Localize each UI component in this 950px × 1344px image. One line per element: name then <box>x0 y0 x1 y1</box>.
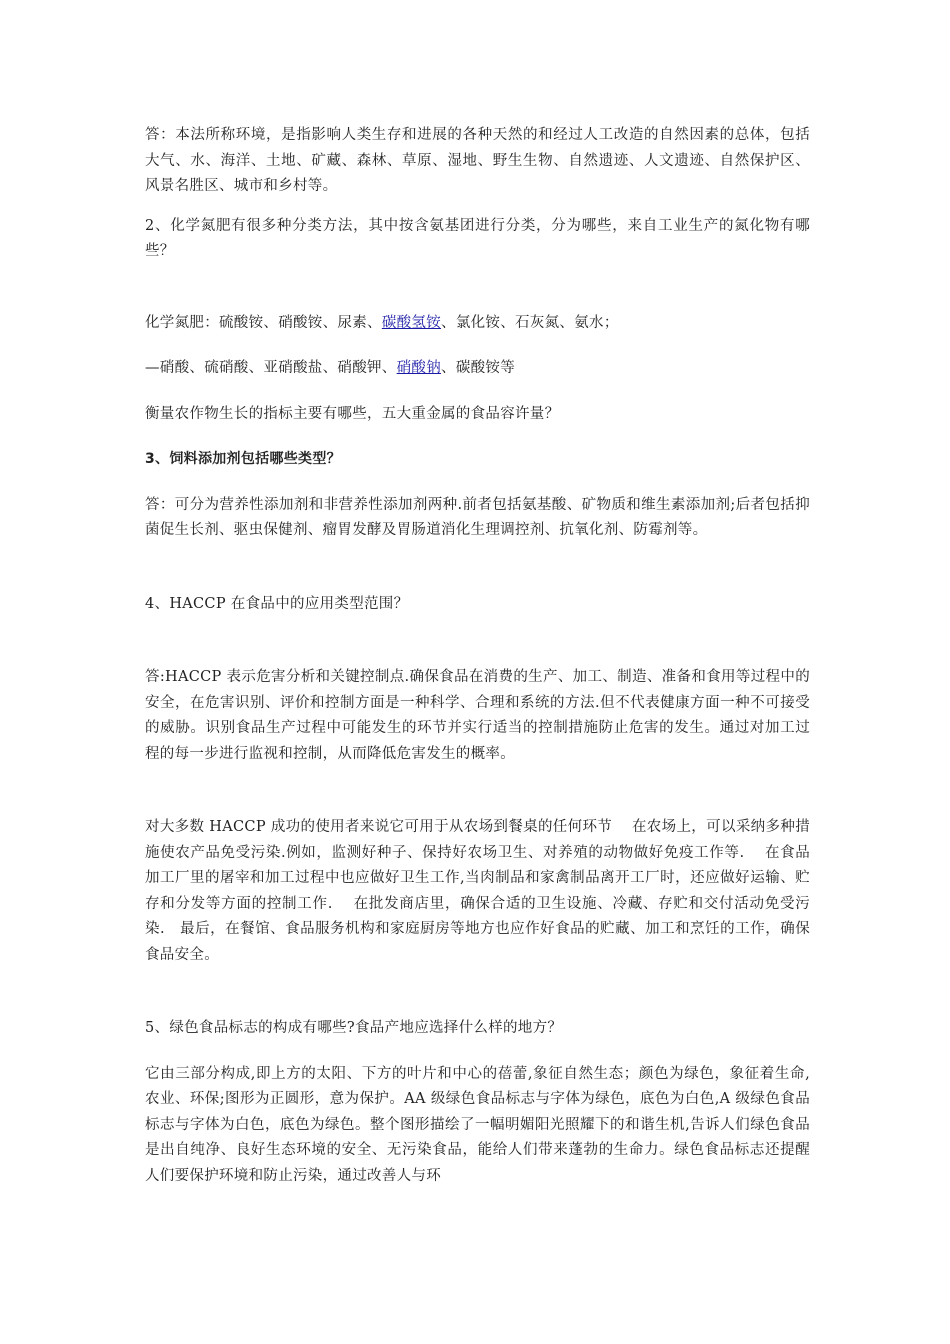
link-sodium-nitrate[interactable]: 硝酸钠 <box>396 360 442 376</box>
measure-question: 衡量农作物生长的指标主要有哪些，五大重金属的食品容许量？ <box>145 405 560 422</box>
question-5: 5、绿色食品标志的构成有哪些?食品产地应选择什么样的地方？ <box>145 1020 563 1036</box>
answer-4-continued: 对大多数 HACCP 成功的使用者来说它可用于从农场到餐桌的任何环节 在农场上，可以采纳多种措施使农产品免受污染.例如，监测好种子、保持好农场卫生、对养殖的动物做好免疫工作等. 在食品加工厂里的屠宰和加工过程中也应做好卫生工作,当肉制品和家禽制品离开工厂时，还应做好运输、贮存和分发等方面的控制工作. 在批发商店里，确保合适的卫生设施、冷藏、存贮和交付活动免受污染. 最后，在餐馆、食品服务机构和家庭厨房等地方也应作好食品的贮藏、加工和烹饪的工作，确保食品安全。 <box>145 819 810 963</box>
link-ammonium-bicarbonate[interactable]: 碳酸氢铵 <box>381 314 442 331</box>
answer-4: 答:HACCP 表示危害分析和关键控制点.确保食品在消费的生产、加工、制造、准备和食用等过程中的安全，在危害识别、评价和控制方面是一种科学、合理和系统的方法.但不代表健康方面一种不可接受的威胁。识别食品生产过程中可能发生的环节并实行适当的控制措施防止危害的发生。通过对加工过程的每一步进行监视和控制，从而降低危害发生的概率。 <box>145 669 810 762</box>
nitrate-list-suffix: 、碳酸铵等 <box>441 360 516 376</box>
question-4: 4、HACCP 在食品中的应用类型范围？ <box>145 595 409 612</box>
answer-5: 它由三部分构成,即上方的太阳、下方的叶片和中心的蓓蕾,象征自然生态；颜色为绿色，象征着生命,农业、环保;图形为正圆形，意为保护。AA 级绿色食品标志与字体为绿色，底色为白色,A 级绿色食品标志与字体为白色，底色为绿色。整个图形描绘了一幅明媚阳光照耀下的和谐生机,告诉人们绿色食品是出自纯净、良好生态环境的安全、无污染食品，能给人们带来蓬勃的生命力。绿色食品标志还提醒人们要保护环境和防止污染，通过改善人与环 <box>145 1065 810 1184</box>
answer-environment-definition: 答：本法所称环境，是指影响人类生存和进展的各种天然的和经过人工改造的自然因素的总体，包括大气、水、海洋、土地、矿藏、森林、草原、湿地、野生生物、自然遗迹、人文遗迹、自然保护区、风景名胜区、城市和乡村等。 <box>145 127 810 194</box>
fertilizer-list-prefix: 化学氮肥：硫酸铵、硝酸铵、尿素、 <box>145 314 382 331</box>
question-2: 2、化学氮肥有很多种分类方法，其中按含氨基团进行分类，分为哪些，来自工业生产的氮化物有哪些？ <box>145 217 810 259</box>
answer-3: 答：可分为营养性添加剂和非营养性添加剂两种.前者包括氨基酸、矿物质和维生素添加剂;后者包括抑菌促生长剂、驱虫保健剂、瘤胃发酵及胃肠道消化生理调控剂、抗氧化剂、防霉剂等。 <box>145 496 810 538</box>
question-3: 3、饲料添加剂包括哪些类型？ <box>145 451 341 467</box>
fertilizer-list-suffix: 、氯化铵、石灰氮、氨水； <box>441 314 619 331</box>
fertilizer-list <box>145 311 810 337</box>
document-page <box>145 123 810 1189</box>
nitrate-list <box>145 356 810 382</box>
nitrate-list-prefix: —硝酸、硫硝酸、亚硝酸盐、硝酸钾、 <box>145 360 397 376</box>
